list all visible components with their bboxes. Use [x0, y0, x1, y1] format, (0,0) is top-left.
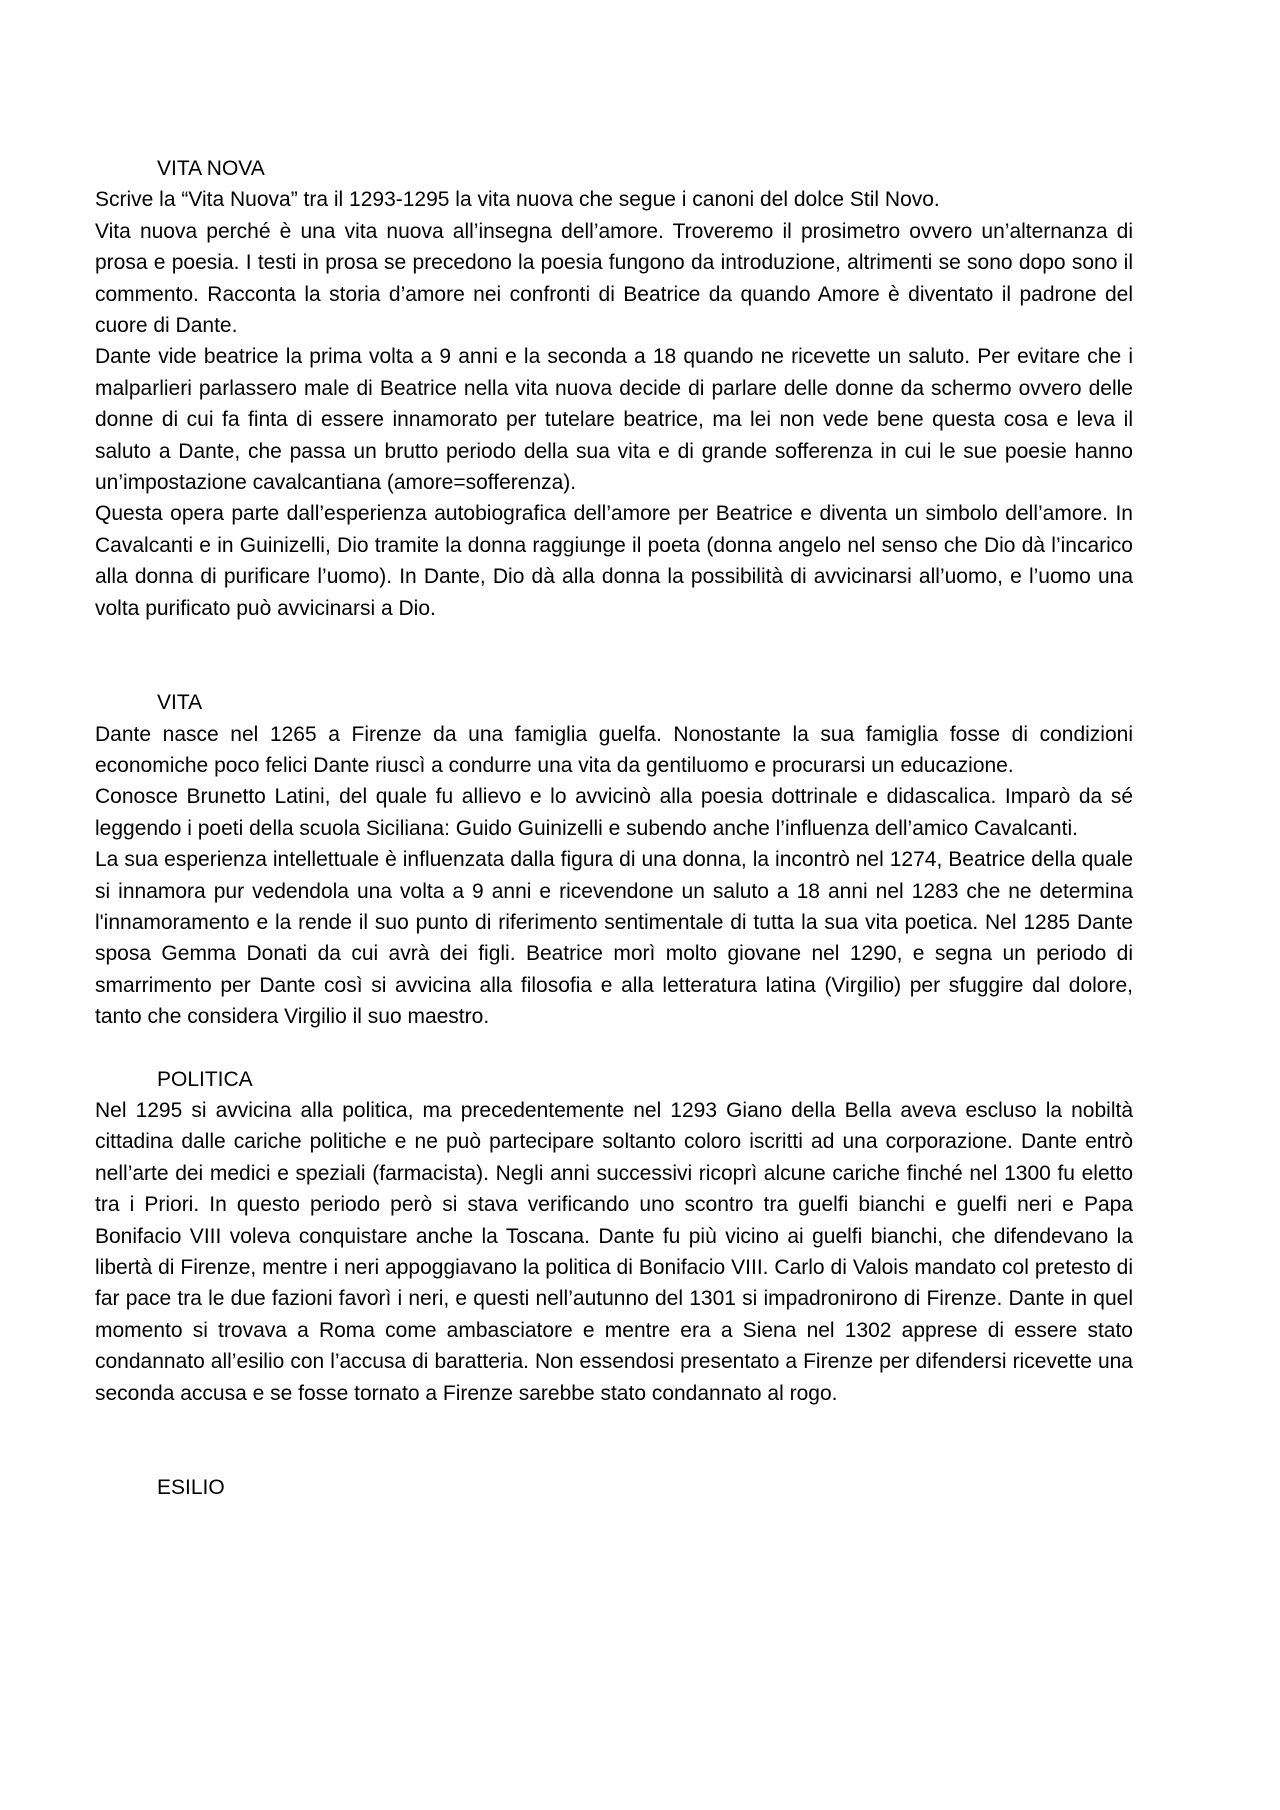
paragraph: Conosce Brunetto Latini, del quale fu allievo e lo avvicinò alla poesia dottrinale e didascalica. Imparò da sé leggendo i poeti della scuola Siciliana: Guido Guinizelli e subendo anche l’influenza dell’amico Cavalcanti. — [95, 785, 1133, 840]
paragraph: Dante vide beatrice la prima volta a 9 anni e la seconda a 18 quando ne ricevette un saluto. Per evitare che i malparlieri parlassero male di Beatrice nella vita nuova decide di parlare delle donne da schermo ovvero delle donne di cui fa finta di essere innamorato per tutelare beatrice, ma lei non vede bene questa cosa e leva il saluto a Dante, che passa un brutto periodo della sua vita e di grande sofferenza in cui le sue poesie hanno un’impostazione cavalcantiana (amore=sofferenza). — [95, 345, 1133, 495]
paragraph: Dante nasce nel 1265 a Firenze da una famiglia guelfa. Nonostante la sua famiglia fosse di condizioni economiche poco felici Dante riuscì a condurre una vita da gentiluomo e procurarsi un educazione. — [95, 722, 1133, 777]
section-politica — [95, 1064, 1133, 1409]
section-vita-nova — [95, 153, 1133, 624]
paragraph: Vita nuova perché è una vita nuova all’insegna dell’amore. Troveremo il prosimetro ovvero un’alternanza di prosa e poesia. I testi in prosa se precedono la poesia fungono da introduzione, altrimenti se sono dopo sono il commento. Racconta la storia d’amore nei confronti di Beatrice da quando Amore è diventato il padrone del cuore di Dante. — [95, 219, 1133, 338]
paragraph: La sua esperienza intellettuale è influenzata dalla figura di una donna, la incontrò nel 1274, Beatrice della quale si innamora pur vedendola una volta a 9 anni e ricevendone un saluto a 18 anni nel 1283 che ne determina l'innamoramento e la rende il suo punto di riferimento sentimentale di tutta la sua vita poetica. Nel 1285 Dante sposa Gemma Donati da cui avrà dei figli. Beatrice morì molto giovane nel 1290, e segna un periodo di smarrimento per Dante così si avvicina alla filosofia e alla letteratura latina (Virgilio) per sfuggire dal dolore, tanto che considera Virgilio il suo maestro. — [95, 848, 1133, 1029]
section-heading: VITA NOVA — [157, 157, 265, 180]
document-body — [95, 153, 1133, 1503]
paragraph: Scrive la “Vita Nuova” tra il 1293-1295 la vita nuova che segue i canoni del dolce Stil Novo. — [95, 188, 940, 212]
paragraph: Questa opera parte dall’esperienza autobiografica dell’amore per Beatrice e diventa un simbolo dell’amore. In Cavalcanti e in Guinizelli, Dio tramite la donna raggiunge il poeta (donna angelo nel senso che Dio dà l’incarico alla donna di purificare l’uomo). In Dante, Dio dà alla donna la possibilità di avvicinarsi all’uomo, e l’uomo una volta purificato può avvicinarsi a Dio. — [95, 502, 1133, 620]
section-heading: POLITICA — [157, 1067, 253, 1091]
section-heading: VITA — [157, 691, 203, 715]
section-vita — [95, 687, 1133, 1032]
section-heading: ESILIO — [157, 1476, 225, 1500]
paragraph: Nel 1295 si avvicina alla politica, ma precedentemente nel 1293 Giano della Bella aveva escluso la nobiltà cittadina dalle cariche politiche e ne può partecipare soltanto coloro iscritti ad una corporazione. Dante entrò nell’arte dei medici e speziali (farmacista). Negli anni successivi ricoprì alcune cariche finché nel 1300 fu eletto tra i Priori. In questo periodo però si stava verificando uno scontro tra guelfi bianchi e guelfi neri e Papa Bonifacio VIII voleva conquistare anche la Toscana. Dante fu più vicino ai guelfi bianchi, che difendevano la libertà di Firenze, mentre i neri appoggiavano la politica di Bonifacio VIII. Carlo di Valois mandato col pretesto di far pace tra le due fazioni favorì i neri, e questi nell’autunno del 1301 si impadronirono di Firenze. Dante in quel momento si trovava a Roma come ambasciatore e mentre era a Siena nel 1302 apprese di essere stato condannato all’esilio con l’accusa di baratteria. Non essendosi presentato a Firenze per difendersi ricevette una seconda accusa e se fosse tornato a Firenze sarebbe stato condannato al rogo. — [95, 1098, 1133, 1405]
section-esilio — [95, 1472, 1133, 1503]
